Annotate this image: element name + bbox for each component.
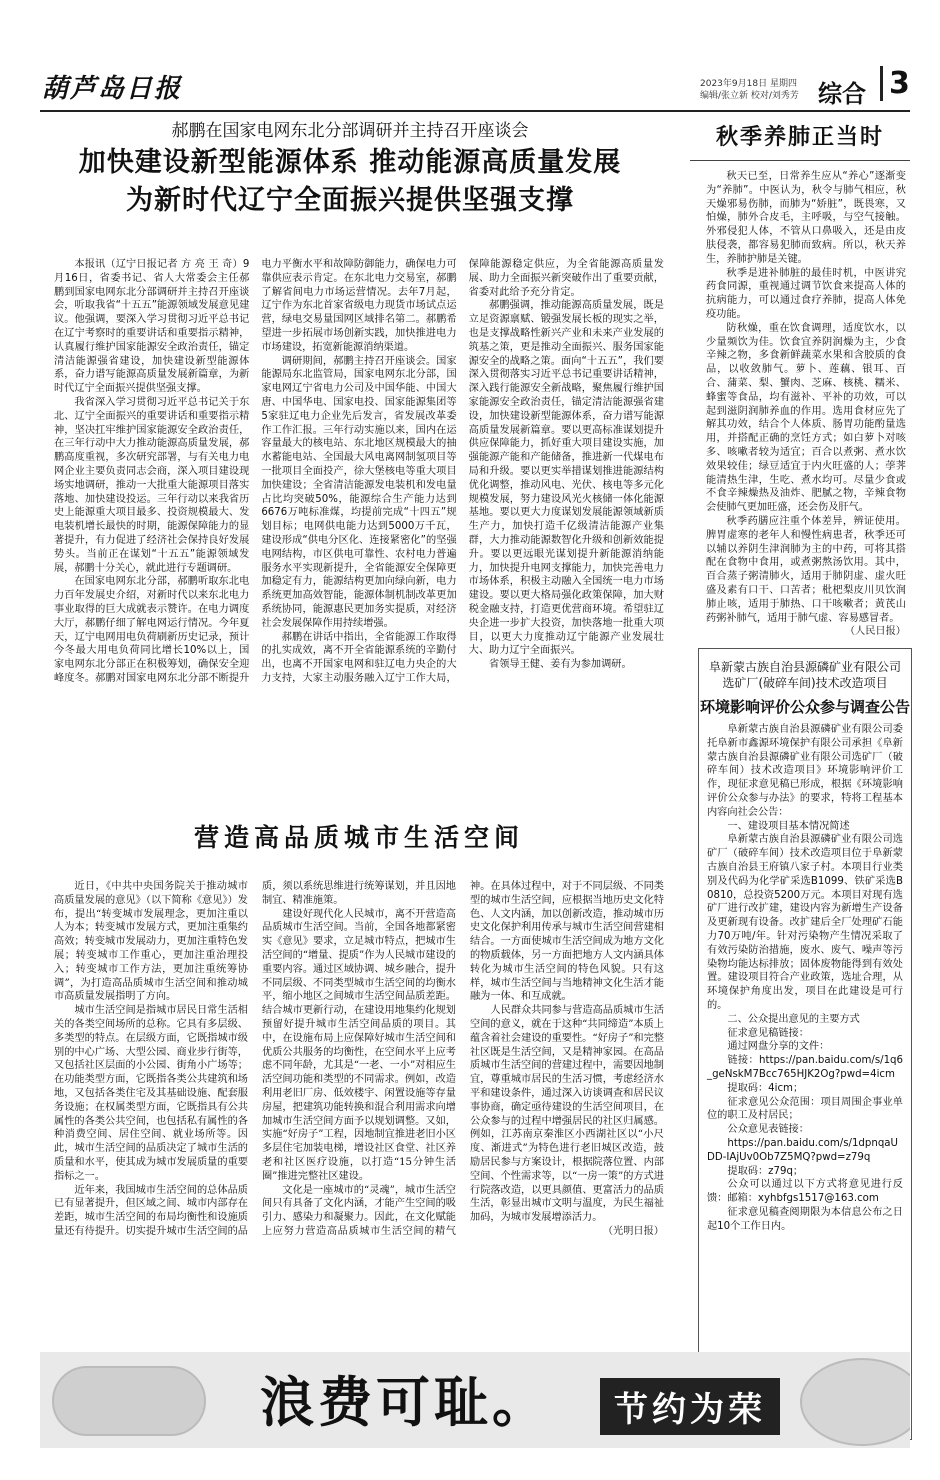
lead-paragraph: 在国家电网东北分部，郝鹏听取东北电力百年发展史介绍，对新时代以来东北电力事业取得的巨大成就表示赞许。在电力调度大厅，郝鹏仔细了解电网运行情况。今年夏天，辽宁电网用电负荷刷新历史记录，预计今冬最大用电负荷同比增长10%以上，国家电网东北分部正在积极筹划，确保安全迎峰度冬。郝鹏对国家电网东北分部不断提升电力平衡水平和故障防御能力，确保电力可靠供应表示肯定。在东北电力交易室，郝鹏了解省间电力市场运营情况。去年7月起，辽宁作为东北首家省级电力现货市场试点运营，绿电交易量国网区域排名第二。郝鹏希望进一步拓展市场创新实践，加快推进电力市场建设，拓宽新能源消纳渠道。 <box>54 259 457 684</box>
side-divider <box>690 160 910 161</box>
notice-link[interactable]: https://pan.baidu.com/s/1dpnqaUDD-IAjUv0Ob7Z5MQ?pwd=z79q <box>707 1137 898 1163</box>
side-paragraph: 秋天已至，日常养生应从“养心”逐渐变为“养肺”。中医认为，秋令与肺气相应，秋天燥邪易伤肺，而肺为“娇脏”，既畏寒，又怕燥，肺外合皮毛，主呼吸，与空气接触。外邪侵犯人体，不管从口鼻吸入，还是由皮肤侵袭，都容易犯肺而致病。所以，秋天养生，养肺护肺是关键。 <box>706 171 906 265</box>
lead-paragraph: 调研期间，郝鹏主持召开座谈会。国家能源局东北监管局，国家电网东北分部，国家电网辽宁省电力公司及中国华能、中国大唐、中国华电、国家电投、国家能源集团等5家驻辽电力企业先后发言，省发展改革委作工作汇报。三年行动实施以来，国内在运容量最大的核电站、东北地区规模最大的抽水蓄能电站、全国最大风电离网制氢项目等一批项目全面投产，徐大堡核电等重大项目加快建设；全省清洁能源发电装机和发电量占比均突破50%，能源综合生产能力达到6676万吨标准煤，均提前完成“十四五”规划目标；电网供电能力达到5000万千瓦，建设形成“供电分区化、连接紧密化”的坚强电网结构，市区供电可靠性、农村电力普遍服务水平实现新提升，全省能源安全保障更加稳定有力，能源结构更加向绿向新，电力系统更加高效智能，能源体制机制改革更加系统协同，能源惠民更加务实提质，对经济社会发展保障作用持续增强。 <box>261 355 457 629</box>
lead-headline-line1: 加快建设新型能源体系 推动能源高质量发展 <box>78 147 622 178</box>
notice-paragraph: 一、建设项目基本情况简述 <box>727 820 850 832</box>
banner-slogan-thrift: 节约为荣 <box>600 1378 780 1435</box>
story2-paragraph: 城市生活空间是指城市居民日常生活相关的各类空间场所的总称。它具有多层级、多类型的特点。在层级方面，它既指城市级别的中心广场、大型公园、商业步行街等，又包括社区层面的小公园、街角小广场等；在功能类型方面，它既指各类公共建筑和场地，又包括各类住宅及其基础设施、配套服务设施；在权属类型方面，它既指具有公共属性的各类公共空间，也包括私有属性的各种消费空间、居住空间、就业场所等。因此，城市生活空间的品质决定了城市生活的质量和水平，使其成为城市发展质量的重要指标之一。 <box>54 1005 248 1182</box>
lead-paragraph: 郝鹏强调，推动能源高质量发展，既是立足资源禀赋、锻强发展长板的现实之举，也是支撑战略性新兴产业和未来产业发展的筑基之策，更是推动全面振兴、服务国家能源安全的战略之策。面向“十五五”，我们要深入贯彻落实习近平总书记重要讲话精神，深入践行能源安全新战略，聚焦履行维护国家能源安全政治责任，锚定清洁能源强省建设，加快建设新型能源体系，奋力谱写能源高质量发展新篇章。要以更高标准谋划提升供应保障能力，抓好重大项目建设实施，加强能源产能和产能储备，推进新一代煤电布局和升级。要以更实举措谋划推进能源结构优化调整，推动风电、光伏、核电等多元化规模发展，努力建设风光火核储一体化能源基地。要以更大力度谋划发展能源领域新质生产力，加快打造千亿级清洁能源产业集群，大力推动能源数智化升级和创新效能提升。要以更远眼光谋划提升新能源消纳能力，加快提升电网支撑能力，加快完善电力市场体系，积极主动融入全国统一电力市场建设。要以更大格局强化政策保障，加大财税金融支持，打造更优营商环境。希望驻辽央企进一步扩大投资，加快落地一批重大项目，以更大力度推动辽宁能源产业发展壮大、助力辽宁全面振兴。 <box>468 300 664 657</box>
notice-paragraph: 征求意见稿链接： <box>727 1027 809 1039</box>
story2-paragraph: 人民群众共同参与营造高品质城市生活空间的意义，就在于这种“共同缔造”本质上蕴含着社会建设的重要性。“好房子”和完整社区既是生活空间，又是精神家园。在高品质城市生活空间的营建过程中，需要因地制宜，尊重城市居民的生活习惯，考虑经济水平和建设条件，通过深入访谈调查和居民议事协商，确定亟待建设的生活空间项目，在公众参与的过程中增强居民的社区归属感。例如，江苏南京秦淮区小西湖社区以“小尺度、渐进式”为特色进行老旧城区改造，鼓励居民参与方案设计，根据院落位置、内部空间、个性需求等，以“一房一策”的方式进行院落改造，以更具颜值、更富活力的品质生活，彰显出城市文明与温度，为民生福祉加码，为城市发展增添活力。 <box>470 1005 664 1224</box>
notice-body <box>699 723 911 1233</box>
notice-company-line1: 阜新蒙古族自治县源磷矿业有限公司 <box>708 660 901 674</box>
notice-paragraph: 征求意见公众范围：项目周围企事业单位的职工及村居民； <box>707 1096 903 1122</box>
side-source: （人民日报） <box>844 626 906 638</box>
section-name: 综合 <box>818 80 866 108</box>
lead-headline <box>40 144 660 220</box>
masthead <box>40 66 910 112</box>
lead-paragraph: 省领导王健、姜有为参加调研。 <box>489 659 632 671</box>
notice-paragraph: 阜新蒙古族自治县源磷矿业有限公司委托阜新市鑫源环境保护有限公司承担《阜新蒙古族自治县源磷矿业有限公司选矿厂（破碎车间）技术改造项目》环境影响评价工作，现征求意见稿已形成，根据《环境影响评价公众参与办法》的要求，特将工程基本内容向社会公告： <box>707 724 903 818</box>
lead-paragraph: 本报讯（辽宁日报记者 方 亮 王 奇）9月16日，省委书记、省人大常委会主任郝鹏到国家电网东北分部调研并主持召开座谈会，听取我省“十五五”能源领域发展意见建议。他强调，要深入学习贯彻习近平总书记在辽宁考察时的重要讲话和重要指示精神，认真履行维护国家能源安全政治责任，锚定清洁能源强省建设，加快建设新型能源体系，奋力谱写能源高质量发展新篇章，为新时代辽宁全面振兴提供坚强支撑。 <box>54 259 250 395</box>
notice-paragraph: 二、公众提出意见的主要方式 <box>727 1013 860 1025</box>
story2-paragraph: 近年来，我国城市生活空间的总体品质已有显著提升，但区域之间、城市内部存在差距，城市生活空间的布局均衡性和设施质量还有待提升。切实提升城市生活空间的品质，须以系统思维进行统筹谋划，并且因地制宜、精准施策。 <box>54 881 456 1237</box>
issue-date: 2023年9月18日 星期四 <box>700 79 797 89</box>
lead-kicker: 郝鹏在国家电网东北分部调研并主持召开座谈会 <box>171 121 529 141</box>
bowl-illustration <box>800 1358 910 1446</box>
side-paragraph: 秋季是进补肺脏的最佳时机，中医讲究药食同源，重视通过调节饮食来提高人体的抗病能力，可以通过食疗养肺，提高人体免疫功能。 <box>706 267 906 320</box>
notice-title: 环境影响评价公众参与调查公告 <box>699 698 910 716</box>
banner-slogan-waste: 浪费可耻。 <box>260 1370 550 1434</box>
issue-info <box>700 78 799 102</box>
notice-company-line2: 选矿厂(破碎车间)技术改造项目 <box>722 676 888 690</box>
side-article-body <box>706 170 906 640</box>
story2-paragraph: 文化是一座城市的“灵魂”，城市生活空间只有具备了文化内涵，才能产生空间的吸引力、感染力和凝聚力。因此，在文化赋能上应努力营造高品质城市生活空间的精气神。在具体过程中，对于不同层级、不同类型的城市生活空间，应根据当地历史文化特色、人文内涵，加以创新改造，推动城市历史文化保护利用传承与城市生活空间营建相结合。一方面使城市生活空间成为地方文化的物质载体，另一方面把地方人文内涵具体转化为城市生活空间的特色风貌。只有这样，城市生活空间与当地精神文化生活才能融为一体、和互成就。 <box>262 881 664 1237</box>
notice-link[interactable]: 链接：https://pan.baidu.com/s/1q6_geNskM7Bcc765HJK2Og?pwd=4icm <box>707 1055 903 1080</box>
lead-headline-line2: 为新时代辽宁全面振兴提供坚强支撑 <box>126 185 574 216</box>
issue-editors: 编辑/张立新 校对/刘秀芳 <box>700 91 799 101</box>
public-service-banner <box>40 1352 910 1448</box>
lead-paragraph: 我省深入学习贯彻习近平总书记关于东北、辽宁全面振兴的重要讲话和重要指示精神，坚决扛牢维护国家能源安全政治责任，在三年行动中大力推动能源高质量发展，郝鹏高度重视，多次研究部署，与有关电力电网企业主要负责同志会商，深入项目建设现场实地调研，推动一大批重大能源项目落实落地、加快建设投运。三年行动以来我省历史上能源重大项目最多、投资规模最大、发电装机增长最快的时期，能源保障能力的显著提升，有力促进了经济社会保持良好发展势头。当前正在谋划“十五五”能源领域发展，郝鹏十分关心，就此进行专题调研。 <box>54 396 250 574</box>
story2-article-body <box>54 880 664 1346</box>
page-number: 3 <box>880 66 910 101</box>
side-paragraph: 秋季药膳应注重个体差异，辨证使用。脾胃虚寒的老年人和慢性病患者，秋季还可以辅以养阴生津润肺为主的中药，可将其搭配在食物中食用，或煮粥熬汤饮用。其中，百合蒸子粥清肺火，适用于肺阴虚、虚火旺盛及素有口干、口苦者；枇杷梨皮川贝饮润肺止咳，适用于肺热、口干咳嗽者；黄芪山药粥补肺气，适用于肺气虚、容易感冒者。 <box>706 515 906 624</box>
notice-paragraph: 通过网盘分享的文件： <box>727 1041 830 1053</box>
notice-paragraph: 公众可以通过以下方式将意见进行反馈：邮箱：xyhbfgs1517@163.com <box>707 1179 903 1205</box>
story2-source: （光明日报） <box>602 1225 664 1237</box>
story2-paragraph: 近日，《中共中央国务院关于推动城市高质量发展的意见》（以下简称《意见》）发布，提出“转变城市发展理念，更加注重以人为本；转变城市发展方式，更加注重集约高效；转变城市发展动力，更加注重特色发展；转变城市工作重心，更加注重治理投入；转变城市工作方法，更加注重统筹协调”，为打造高品质城市生活空间和推动城市高质量发展指明了方向。 <box>54 881 248 1003</box>
side-article-title: 秋季养肺正当时 <box>715 124 884 150</box>
lead-paragraph: 郝鹏在讲话中指出，全省能源工作取得的扎实成效，离不开全省能源系统的辛勤付出，也离不开国家电网和驻辽电力央企的大力支持，大家主动服务融入辽宁工作大局，保障能源稳定供应，为全省能源高质量发展、助力全面振兴新突破作出了重要贡献，省委对此给予充分肯定。 <box>261 259 664 684</box>
story2-headline: 营造高品质城市生活空间 <box>193 823 524 852</box>
notice-paragraph: 公众意见表链接： <box>727 1124 809 1136</box>
lead-article-body <box>54 258 664 804</box>
notice-paragraph: 阜新蒙古族自治县源磷矿业有限公司选矿厂（破碎车间）技术改造项目位于阜新蒙古族自治县王府镇八家子村。本项目行业类别及代码为化学矿采选B1099、铁矿采选B0810，总投资5200万元。本项目对现有选矿厂进行改扩建，建设内容为新增生产设备及更新现有设备。改扩建后全厂处理矿石能力70万吨/年。针对污染物产生情况采取了有效污染防治措施，废水、废气、噪声等污染物均能达标排放；固体废物能得到有效处置。建设项目符合产业政策，选址合理，从环境保护角度出发，项目在此建设是可行的。 <box>707 834 903 1011</box>
notice-paragraph: 提取码：z79q； <box>727 1165 804 1177</box>
story2-paragraph: 建设好现代化人民城市，离不开营造高品质城市生活空间。当前，全国各地都紧密实《意见》要求，立足城市特点，把城市生活空间的“增量、提质”作为人民城市建设的重要内容。通过区域协调、城乡融合，提升不同层级、不同类型城市生活空间的均衡水平，缩小地区之间城市生活空间品质差距。结合城市更新行动，在建设用地集约化规划预留好提升城市生活空间品质的项目。其中，在设施布局上应保障好城市生活空间和优质公共服务的均衡性，在空间水平上应考虑不同年龄，尤其是“一老、一小”对相应生活空间功能和类型的不同需求。例如，改造利用老旧厂房、低效楼宇、闲置设施等存量房屋，把建筑功能转换和混合利用需求向增加城市生活空间方面予以规划调整。又如，实施“好房子”工程，因地制宜推进老旧小区多层住宅加装电梯，增设社区食堂、社区养老和社区医疗设施，以打造“15分钟生活圈”推进完整社区建设。 <box>262 908 456 1182</box>
notice-paragraph: 提取码：4icm； <box>727 1082 804 1094</box>
notice-company <box>699 659 911 691</box>
notice-paragraph: 征求意见稿查阅期限为本信息公布之日起10个工作日内。 <box>707 1206 903 1232</box>
side-paragraph: 防秋燥，重在饮食调理，适度饮水，以少量频饮为佳。饮食宜养阴润燥为主，少食辛辣之物，多食新鲜蔬菜水果和含胶质的食品，以收敛肺气。萝卜、莲藕、银耳、百合、蒲菜、梨、蟹肉、芝麻、核桃、糯米、蜂蜜等食品，均有滋补、平补的功效，可以起到滋阴润肺养血的作用。选用食材应先了解其功效，结合个人体质、肠胃功能酌量选用，并搭配正确的烹饪方式；如白萝卜对咳多、咳嗽者较为适宜；百合以煮粥、煮水饮效果较佳；绿豆适宜于内火旺盛的人；荸荠能清热生津，生吃、煮水均可。尽量少食或不食辛辣燥热及油炸、肥腻之物，辛辣食物会使肺气更加旺盛，还会伤及肝气。 <box>706 322 906 514</box>
public-notice-box <box>698 648 912 1440</box>
plate-illustration <box>52 1366 206 1436</box>
newspaper-logo: 葫芦岛日报 <box>42 74 183 104</box>
